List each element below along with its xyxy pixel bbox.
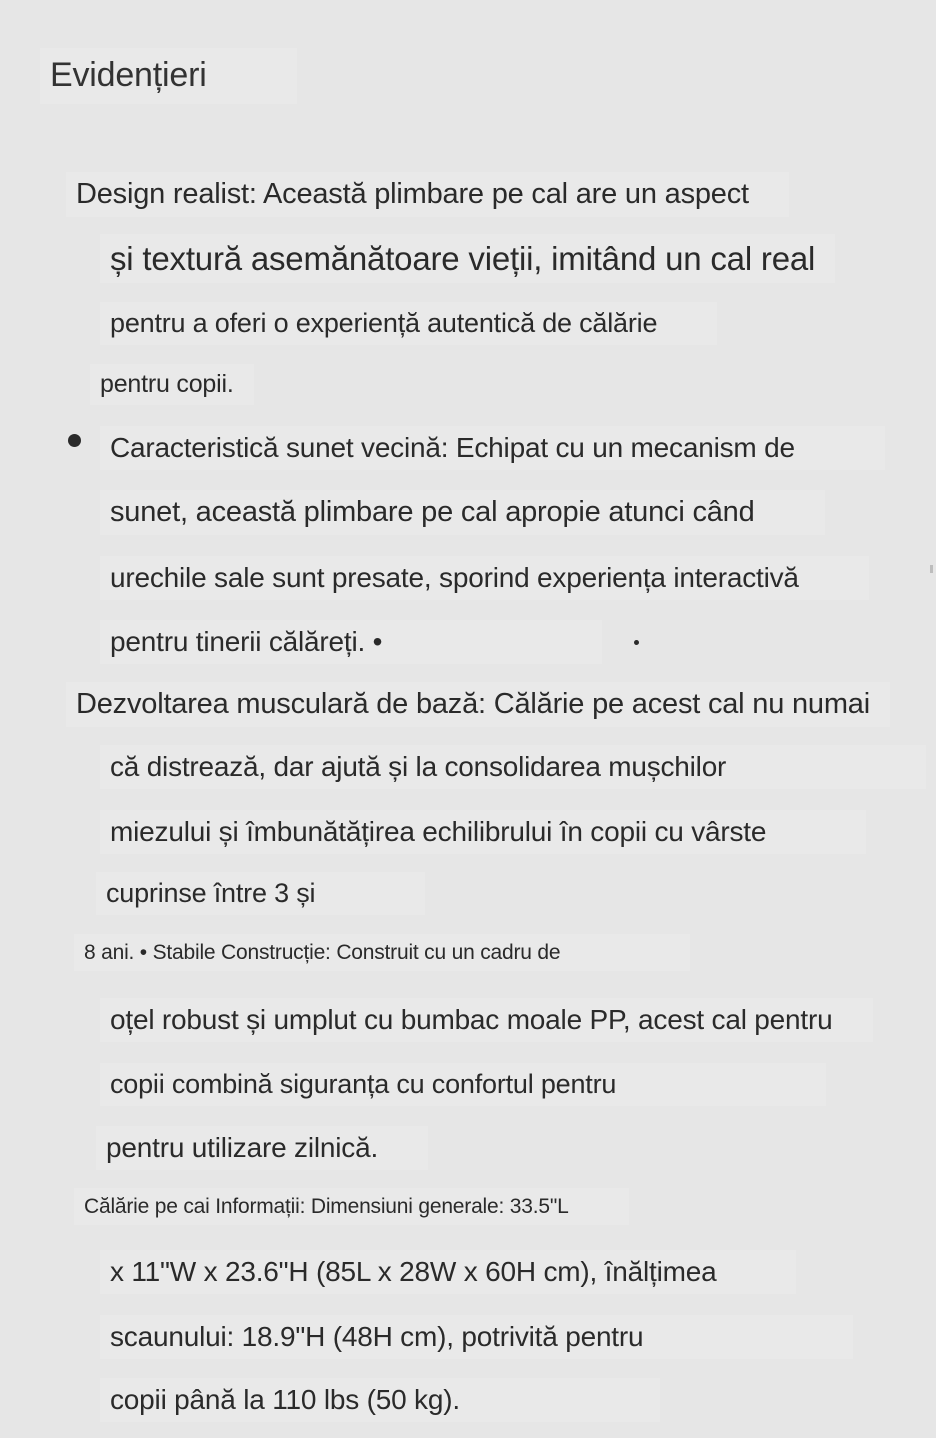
text-line-1: Design realist: Această plimbare pe cal are un aspect — [66, 172, 789, 217]
page-title: Evidențieri — [40, 48, 297, 104]
edge-mark-icon — [930, 565, 933, 573]
text-line-12: cuprinse între 3 și — [96, 872, 425, 915]
text-line-16: pentru utilizare zilnică. — [96, 1126, 428, 1170]
stray-dot-icon — [634, 640, 639, 645]
text-line-7: urechile sale sunt presate, sporind experiența interactivă — [100, 556, 869, 600]
text-line-13: 8 ani. • Stabile Construcție: Construit cu un cadru de — [74, 934, 690, 971]
bullet-icon — [68, 434, 81, 447]
text-line-15: copii combină siguranța cu confortul pentru — [100, 1063, 826, 1106]
text-line-11: miezului și îmbunătățirea echilibrului în copii cu vârste — [100, 810, 866, 854]
text-line-9: Dezvoltarea musculară de bază: Călărie pe acest cal nu numai — [66, 682, 890, 727]
text-line-2: și textură asemănătoare vieții, imitând un cal real — [100, 234, 835, 283]
text-line-14: oțel robust și umplut cu bumbac moale PP, acest cal pentru — [100, 998, 873, 1042]
text-line-6: sunet, această plimbare pe cal apropie atunci când — [100, 490, 825, 535]
text-line-19: scaunului: 18.9"H (48H cm), potrivită pentru — [100, 1315, 853, 1359]
text-line-5: Caracteristică sunet vecină: Echipat cu un mecanism de — [100, 426, 885, 470]
text-line-8: pentru tinerii călăreți. • — [100, 620, 602, 664]
text-line-10: că distrează, dar ajută și la consolidarea mușchilor — [100, 745, 926, 789]
text-line-3: pentru a oferi o experiență autentică de călărie — [100, 302, 717, 345]
text-line-18: x 11"W x 23.6"H (85L x 28W x 60H cm), înălțimea — [100, 1250, 796, 1294]
text-line-17: Călărie pe cai Informații: Dimensiuni generale: 33.5"L — [74, 1188, 629, 1225]
text-line-20: copii până la 110 lbs (50 kg). — [100, 1378, 660, 1422]
text-line-4: pentru copii. — [90, 364, 254, 405]
